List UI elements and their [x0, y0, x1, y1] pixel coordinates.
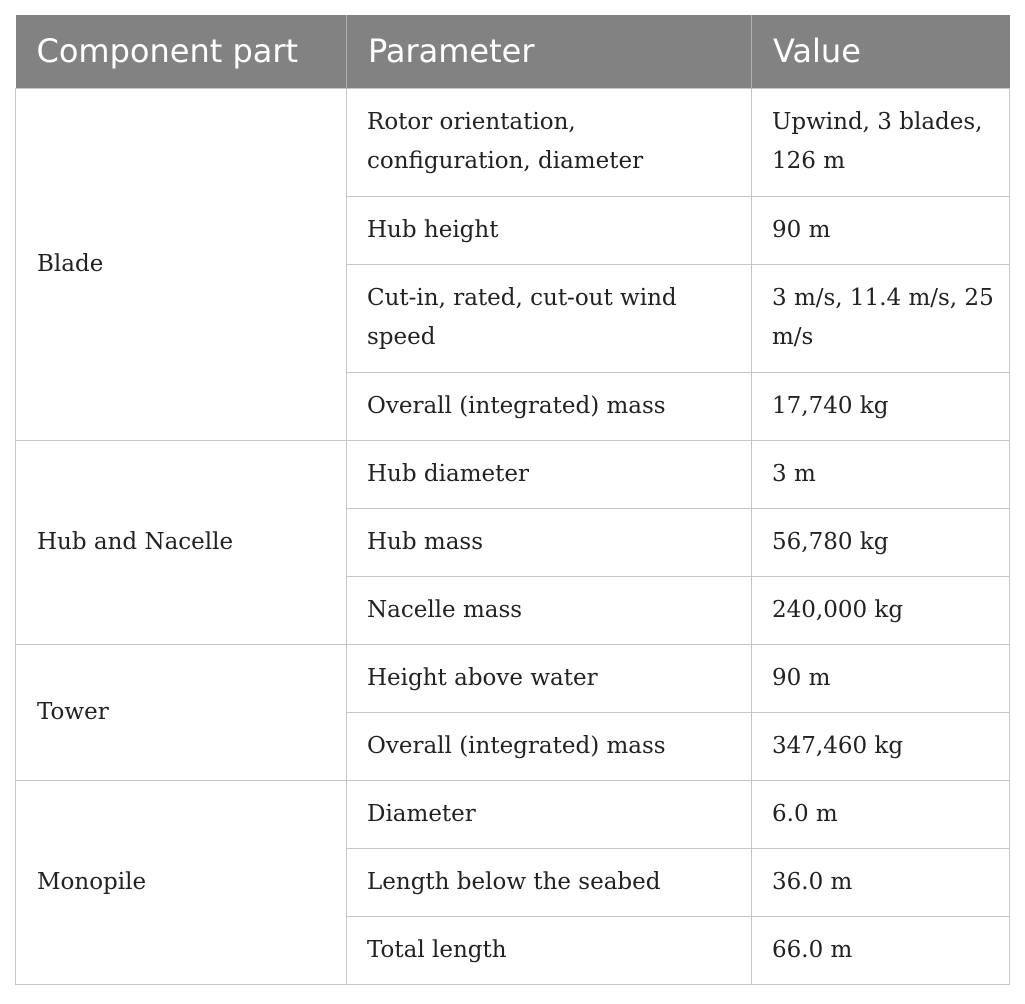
- parameter-cell: Hub mass: [347, 508, 752, 576]
- header-row: [16, 15, 1010, 88]
- value-cell: 90 m: [752, 196, 1010, 264]
- parameter-cell: Length below the seabed: [347, 848, 752, 916]
- parameter-cell: Total length: [347, 916, 752, 984]
- value-cell: 3 m: [752, 440, 1010, 508]
- value-cell: 347,460 kg: [752, 712, 1010, 780]
- value-cell: 3 m/s, 11.4 m/s, 25 m/s: [752, 264, 1010, 372]
- table-row: [16, 440, 1010, 508]
- table-header: [16, 15, 1010, 88]
- value-cell: 240,000 kg: [752, 576, 1010, 644]
- component-cell: Tower: [16, 644, 347, 780]
- parameter-cell: Rotor orientation, configuration, diameter: [347, 88, 752, 196]
- value-cell: 56,780 kg: [752, 508, 1010, 576]
- parameter-cell: Hub height: [347, 196, 752, 264]
- table-row: [16, 780, 1010, 848]
- parameter-cell: Cut-in, rated, cut-out wind speed: [347, 264, 752, 372]
- parameter-cell: Diameter: [347, 780, 752, 848]
- value-cell: 66.0 m: [752, 916, 1010, 984]
- table-body: [16, 88, 1010, 984]
- parameter-cell: Overall (integrated) mass: [347, 712, 752, 780]
- component-cell: Monopile: [16, 780, 347, 984]
- header-value: Value: [752, 15, 1010, 88]
- parameter-cell: Hub diameter: [347, 440, 752, 508]
- turbine-parameters-table: [15, 15, 1010, 985]
- parameter-cell: Nacelle mass: [347, 576, 752, 644]
- table-container: [15, 15, 1009, 985]
- component-cell: Blade: [16, 88, 347, 440]
- table-row: [16, 644, 1010, 712]
- parameter-cell: Height above water: [347, 644, 752, 712]
- value-cell: 90 m: [752, 644, 1010, 712]
- parameter-cell: Overall (integrated) mass: [347, 372, 752, 440]
- header-parameter: Parameter: [347, 15, 752, 88]
- value-cell: 36.0 m: [752, 848, 1010, 916]
- value-cell: 6.0 m: [752, 780, 1010, 848]
- component-cell: Hub and Nacelle: [16, 440, 347, 644]
- value-cell: 17,740 kg: [752, 372, 1010, 440]
- value-cell: Upwind, 3 blades, 126 m: [752, 88, 1010, 196]
- table-row: [16, 88, 1010, 196]
- header-component-part: Component part: [16, 15, 347, 88]
